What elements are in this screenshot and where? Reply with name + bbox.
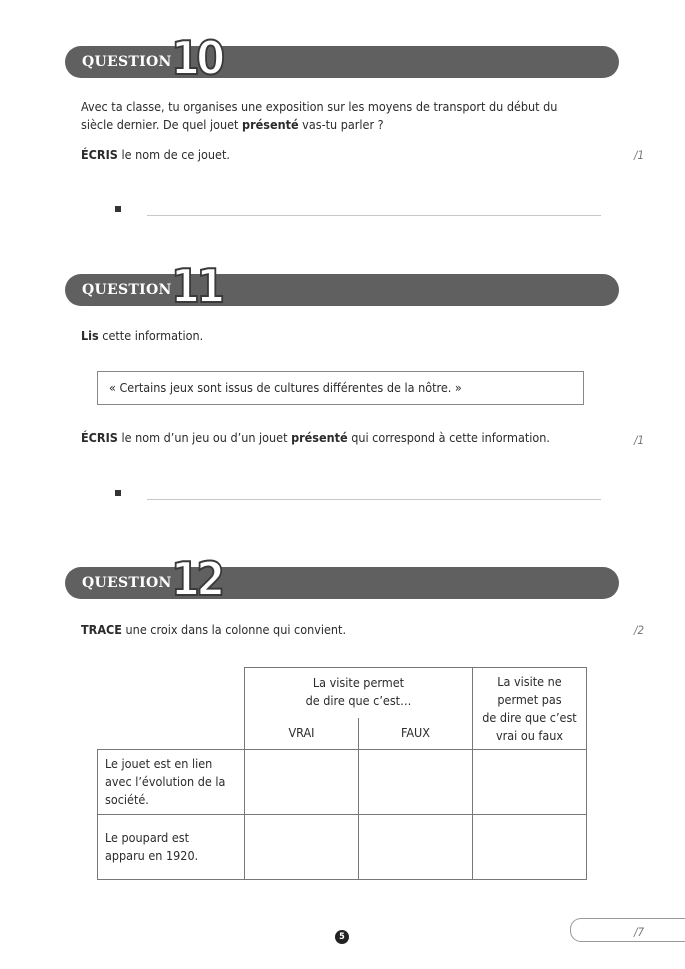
question-label: QUESTION (82, 282, 172, 298)
cell-faux[interactable] (359, 815, 473, 880)
q12-answer-table (97, 667, 587, 880)
q11-read-instruction: Lis cette information. (81, 328, 204, 343)
cell-vrai[interactable] (245, 815, 359, 880)
header-faux: FAUX (359, 718, 473, 750)
bullet-icon (115, 490, 121, 496)
question-number: 12 (171, 552, 222, 606)
q10-answer-line[interactable] (147, 215, 601, 216)
table-row (98, 815, 587, 880)
cell-vrai[interactable] (245, 750, 359, 815)
q10-intro-line2: siècle dernier. De quel jouet présenté vas-tu parler ? (81, 117, 384, 132)
header-visit-allows: La visite permet de dire que c’est… (245, 668, 473, 718)
q12-instruction: TRACE une croix dans la colonne qui convient. (81, 622, 347, 637)
q11-quote-box: « Certains jeux sont issus de cultures différentes de la nôtre. » (97, 371, 584, 405)
question-11-banner (65, 259, 619, 313)
q12-score: /2 (634, 623, 645, 637)
question-number: 10 (171, 31, 222, 85)
q11-answer-line[interactable] (147, 499, 601, 500)
total-score-box (570, 918, 685, 942)
question-label: QUESTION (82, 54, 172, 70)
q10-intro (81, 98, 557, 134)
page-number: 5 (335, 930, 349, 944)
question-label: QUESTION (82, 575, 172, 591)
question-12-banner (65, 552, 619, 606)
total-score: /7 (634, 925, 645, 939)
question-10-banner (65, 31, 619, 85)
table-corner (98, 668, 245, 750)
q11-instruction: ÉCRIS le nom d’un jeu ou d’un jouet présenté qui correspond à cette information. (81, 430, 550, 445)
cell-unknown[interactable] (473, 815, 587, 880)
header-vrai: VRAI (245, 718, 359, 750)
row-statement: Le jouet est en lien avec l’évolution de la société. (98, 750, 245, 815)
q10-intro-line1: Avec ta classe, tu organises une exposition sur les moyens de transport du début du (81, 99, 558, 114)
q11-score: /1 (634, 433, 645, 447)
cell-faux[interactable] (359, 750, 473, 815)
table-row (98, 750, 587, 815)
header-visit-not-allows: La visite ne permet pas de dire que c’est vrai ou faux (473, 668, 587, 750)
bullet-icon (115, 206, 121, 212)
question-number: 11 (171, 259, 222, 313)
q10-instruction: ÉCRIS le nom de ce jouet. (81, 147, 230, 162)
row-statement: Le poupard est apparu en 1920. (98, 815, 245, 880)
q10-score: /1 (634, 148, 645, 162)
cell-unknown[interactable] (473, 750, 587, 815)
